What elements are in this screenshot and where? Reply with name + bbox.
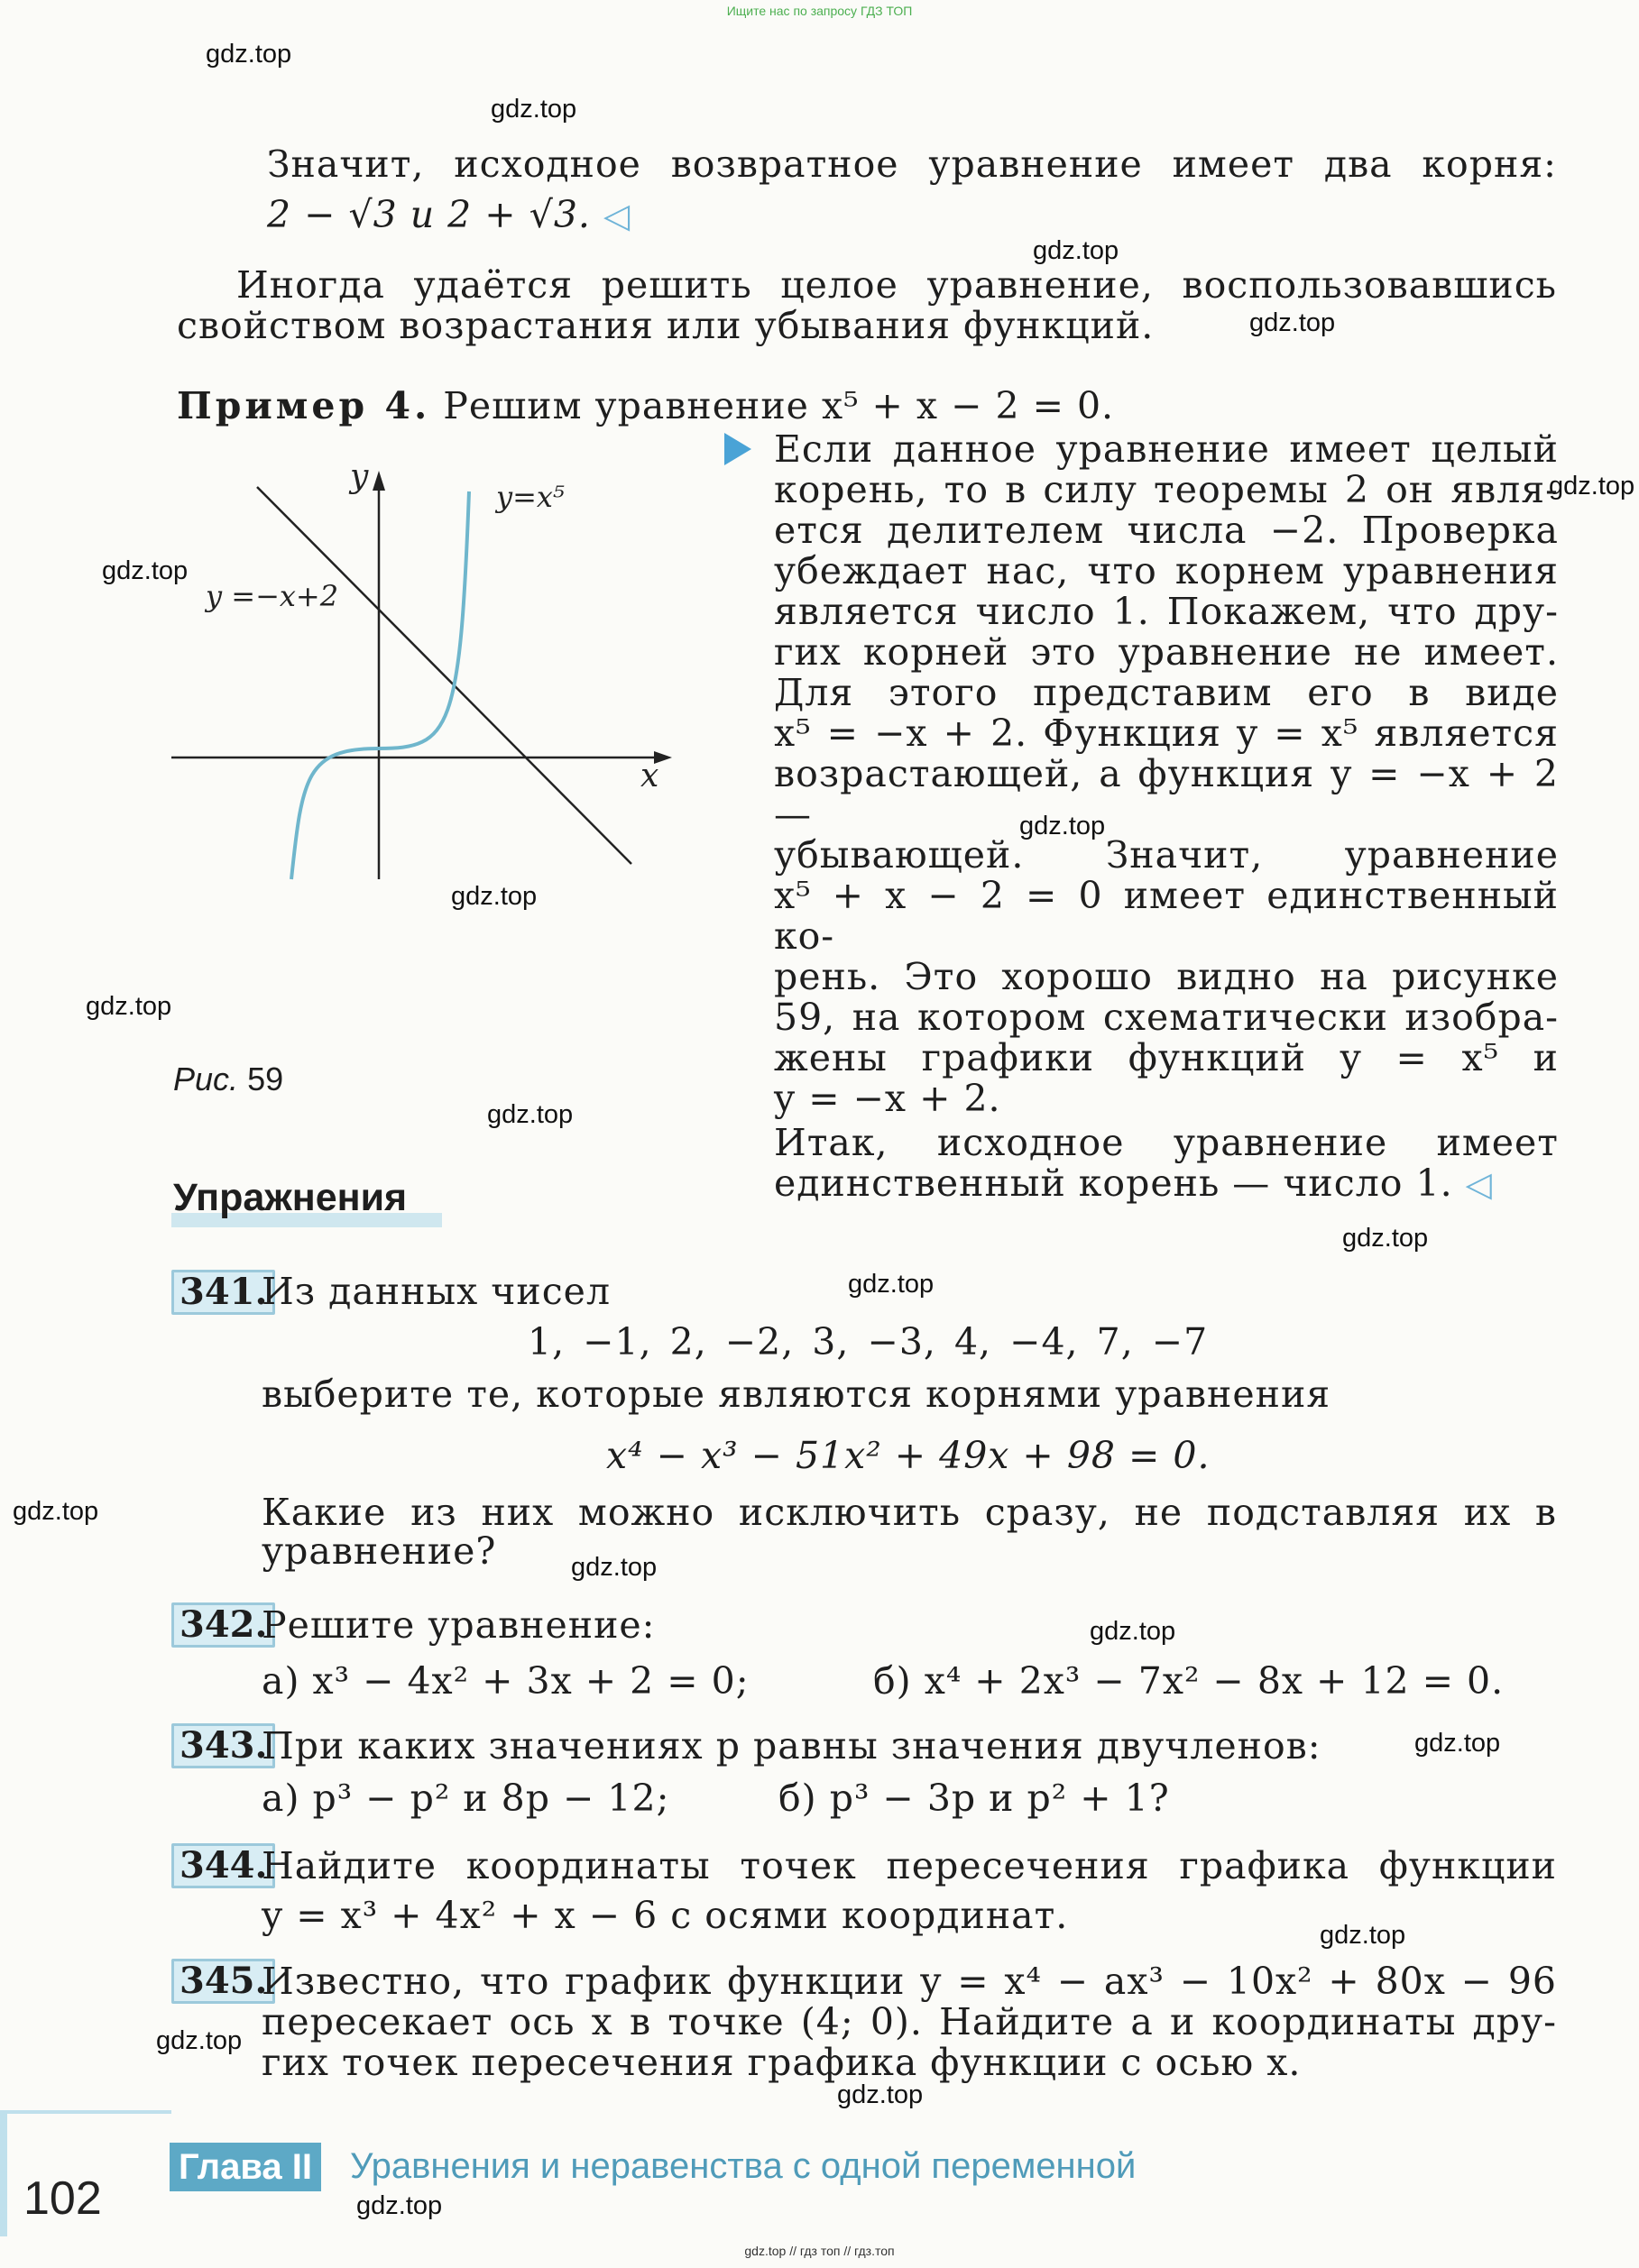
- paragraph-line: Значит, исходное возвратное уравнение имеет два корня:: [267, 142, 1557, 186]
- watermark: gdz.top: [102, 556, 189, 585]
- watermark: gdz.top: [837, 2080, 924, 2109]
- watermark: gdz.top: [848, 1270, 935, 1299]
- top-banner: Ищите нас по запросу ГДЗ ТОП: [726, 4, 913, 18]
- watermark: gdz.top: [1249, 308, 1336, 337]
- exercise-text: Из данных чисел: [262, 1270, 611, 1313]
- example-heading: [177, 386, 1114, 427]
- solution-line: 59, на котором схематически изобра-: [774, 996, 1559, 1039]
- exercise-text: При каких значениях p равны значения двучленов:: [262, 1724, 1321, 1768]
- watermark: gdz.top: [13, 1497, 99, 1526]
- watermark: gdz.top: [206, 40, 292, 69]
- exercise-part-b: б) x⁴ + 2x³ − 7x² − 8x + 12 = 0.: [873, 1659, 1505, 1703]
- solution-start-icon: [724, 433, 751, 465]
- exercise-text: Найдите координаты точек пересечения графика функции: [262, 1844, 1557, 1887]
- chapter-label: Глава II: [170, 2143, 321, 2191]
- caption-prefix: Рис.: [173, 1061, 239, 1097]
- solution-line: x⁵ = −x + 2. Функция y = x⁵ является: [774, 712, 1559, 755]
- figure-59-graph: [162, 460, 695, 884]
- example-label: Пример 4.: [177, 384, 431, 427]
- solution-line: гих корней это уравнение не имеет.: [774, 630, 1559, 674]
- exercise-number: 345.: [171, 1959, 275, 2004]
- watermark: gdz.top: [1549, 472, 1635, 500]
- footer-top-rule: [0, 2110, 171, 2114]
- solution-line: убывающей. Значит, уравнение: [774, 833, 1559, 877]
- exercise-text: Решите уравнение:: [262, 1603, 656, 1647]
- watermark: gdz.top: [86, 992, 172, 1021]
- exercise-text: пересекает ось x в точке (4; 0). Найдите a и координаты дру-: [262, 2000, 1557, 2043]
- watermark: gdz.top: [451, 882, 538, 911]
- y-axis-label: y: [350, 460, 369, 495]
- watermark: gdz.top: [487, 1100, 574, 1129]
- line-graph: [257, 487, 631, 864]
- exercise-numbers: 1, −1, 2, −2, 3, −3, 4, −4, 7, −7: [528, 1320, 1209, 1364]
- exercise-number: 342.: [171, 1602, 275, 1648]
- paragraph-line: [267, 195, 631, 236]
- exercise-number: 343.: [171, 1723, 275, 1768]
- caption-number: 59: [247, 1061, 284, 1097]
- solution-block: [774, 429, 1559, 1205]
- watermark: gdz.top: [1320, 1921, 1406, 1950]
- x-axis-label: x: [640, 758, 659, 794]
- footer-side-bar: [0, 2110, 7, 2236]
- exercise-text: Известно, что график функции y = x⁴ − ax³ − 10x² + 80x − 96: [262, 1960, 1557, 2003]
- conclusion-line: [774, 1163, 1559, 1205]
- conclusion-text: единственный корень — число 1.: [774, 1162, 1453, 1205]
- solution-line: корень, то в силу теоремы 2 он явля-: [774, 468, 1559, 511]
- paragraph-line: Иногда удаётся решить целое уравнение, воспользовавшись: [236, 263, 1557, 307]
- solution-line: y = −x + 2.: [774, 1077, 1001, 1120]
- exercise-equation: x⁴ − x³ − 51x² + 49x + 98 = 0.: [606, 1434, 1211, 1477]
- roots-text: 2 − √3 и 2 + √3.: [267, 193, 591, 236]
- exercise-text: уравнение?: [262, 1529, 497, 1573]
- exercise-text: y = x³ + 4x² + x − 6 с осями координат.: [262, 1894, 1069, 1937]
- section-title: Упражнения: [173, 1176, 408, 1219]
- exercise-text: выберите те, которые являются корнями уравнения: [262, 1373, 1331, 1416]
- watermark: gdz.top: [1090, 1617, 1176, 1646]
- bottom-banner: gdz.top // гдз топ // гдз.топ: [744, 2244, 895, 2258]
- figure-caption: [173, 1061, 283, 1098]
- exercise-part-a: а) x³ − 4x² + 3x + 2 = 0;: [262, 1659, 750, 1703]
- conclusion-line: Итак, исходное уравнение имеет: [774, 1121, 1559, 1164]
- watermark: gdz.top: [1414, 1729, 1501, 1758]
- exercise-text: гих точек пересечения графика функции с осью x.: [262, 2041, 1302, 2084]
- watermark: gdz.top: [1342, 1224, 1429, 1253]
- solution-line: жены графики функций y = x⁵ и: [774, 1036, 1559, 1079]
- exercise-part-a: а) p³ − p² и 8p − 12;: [262, 1777, 670, 1820]
- paragraph-line: свойством возрастания или убывания функций.: [177, 304, 1155, 347]
- solution-line: ется делителем числа −2. Проверка: [774, 509, 1559, 552]
- solution-line: убеждает нас, что корнем уравнения: [774, 549, 1559, 592]
- watermark: gdz.top: [1033, 236, 1119, 265]
- line-label: y =−x+2: [206, 579, 339, 613]
- exercise-number: 341.: [171, 1270, 275, 1315]
- solution-line: рень. Это хорошо видно на рисунке: [774, 955, 1559, 998]
- end-of-solution-icon: ◁: [1465, 1164, 1493, 1204]
- example-text: Решим уравнение x⁵ + x − 2 = 0.: [443, 384, 1115, 427]
- solution-line: Для этого представим его в виде: [774, 671, 1559, 714]
- watermark: gdz.top: [356, 2191, 443, 2220]
- watermark: gdz.top: [156, 2026, 243, 2055]
- y-axis-arrow-icon: [373, 471, 385, 491]
- solution-line: является число 1. Покажем, что дру-: [774, 590, 1559, 633]
- solution-line: Если данное уравнение имеет целый: [774, 427, 1559, 471]
- watermark: gdz.top: [491, 95, 577, 124]
- page-number: 102: [23, 2172, 102, 2225]
- exercise-number: 344.: [171, 1843, 275, 1888]
- watermark: gdz.top: [1019, 812, 1106, 840]
- end-of-solution-icon: ◁: [603, 196, 631, 235]
- chapter-title: Уравнения и неравенства с одной переменной: [350, 2146, 1137, 2186]
- exercise-text: Какие из них можно исключить сразу, не подставляя их в: [262, 1491, 1557, 1534]
- solution-line: возрастающей, а функция y = −x + 2 —: [774, 752, 1559, 836]
- solution-line: x⁵ + x − 2 = 0 имеет единственный ко-: [774, 874, 1559, 958]
- watermark: gdz.top: [571, 1553, 658, 1582]
- exercise-part-b: б) p³ − 3p и p² + 1?: [778, 1777, 1170, 1820]
- curve-label: y=x⁵: [496, 480, 565, 514]
